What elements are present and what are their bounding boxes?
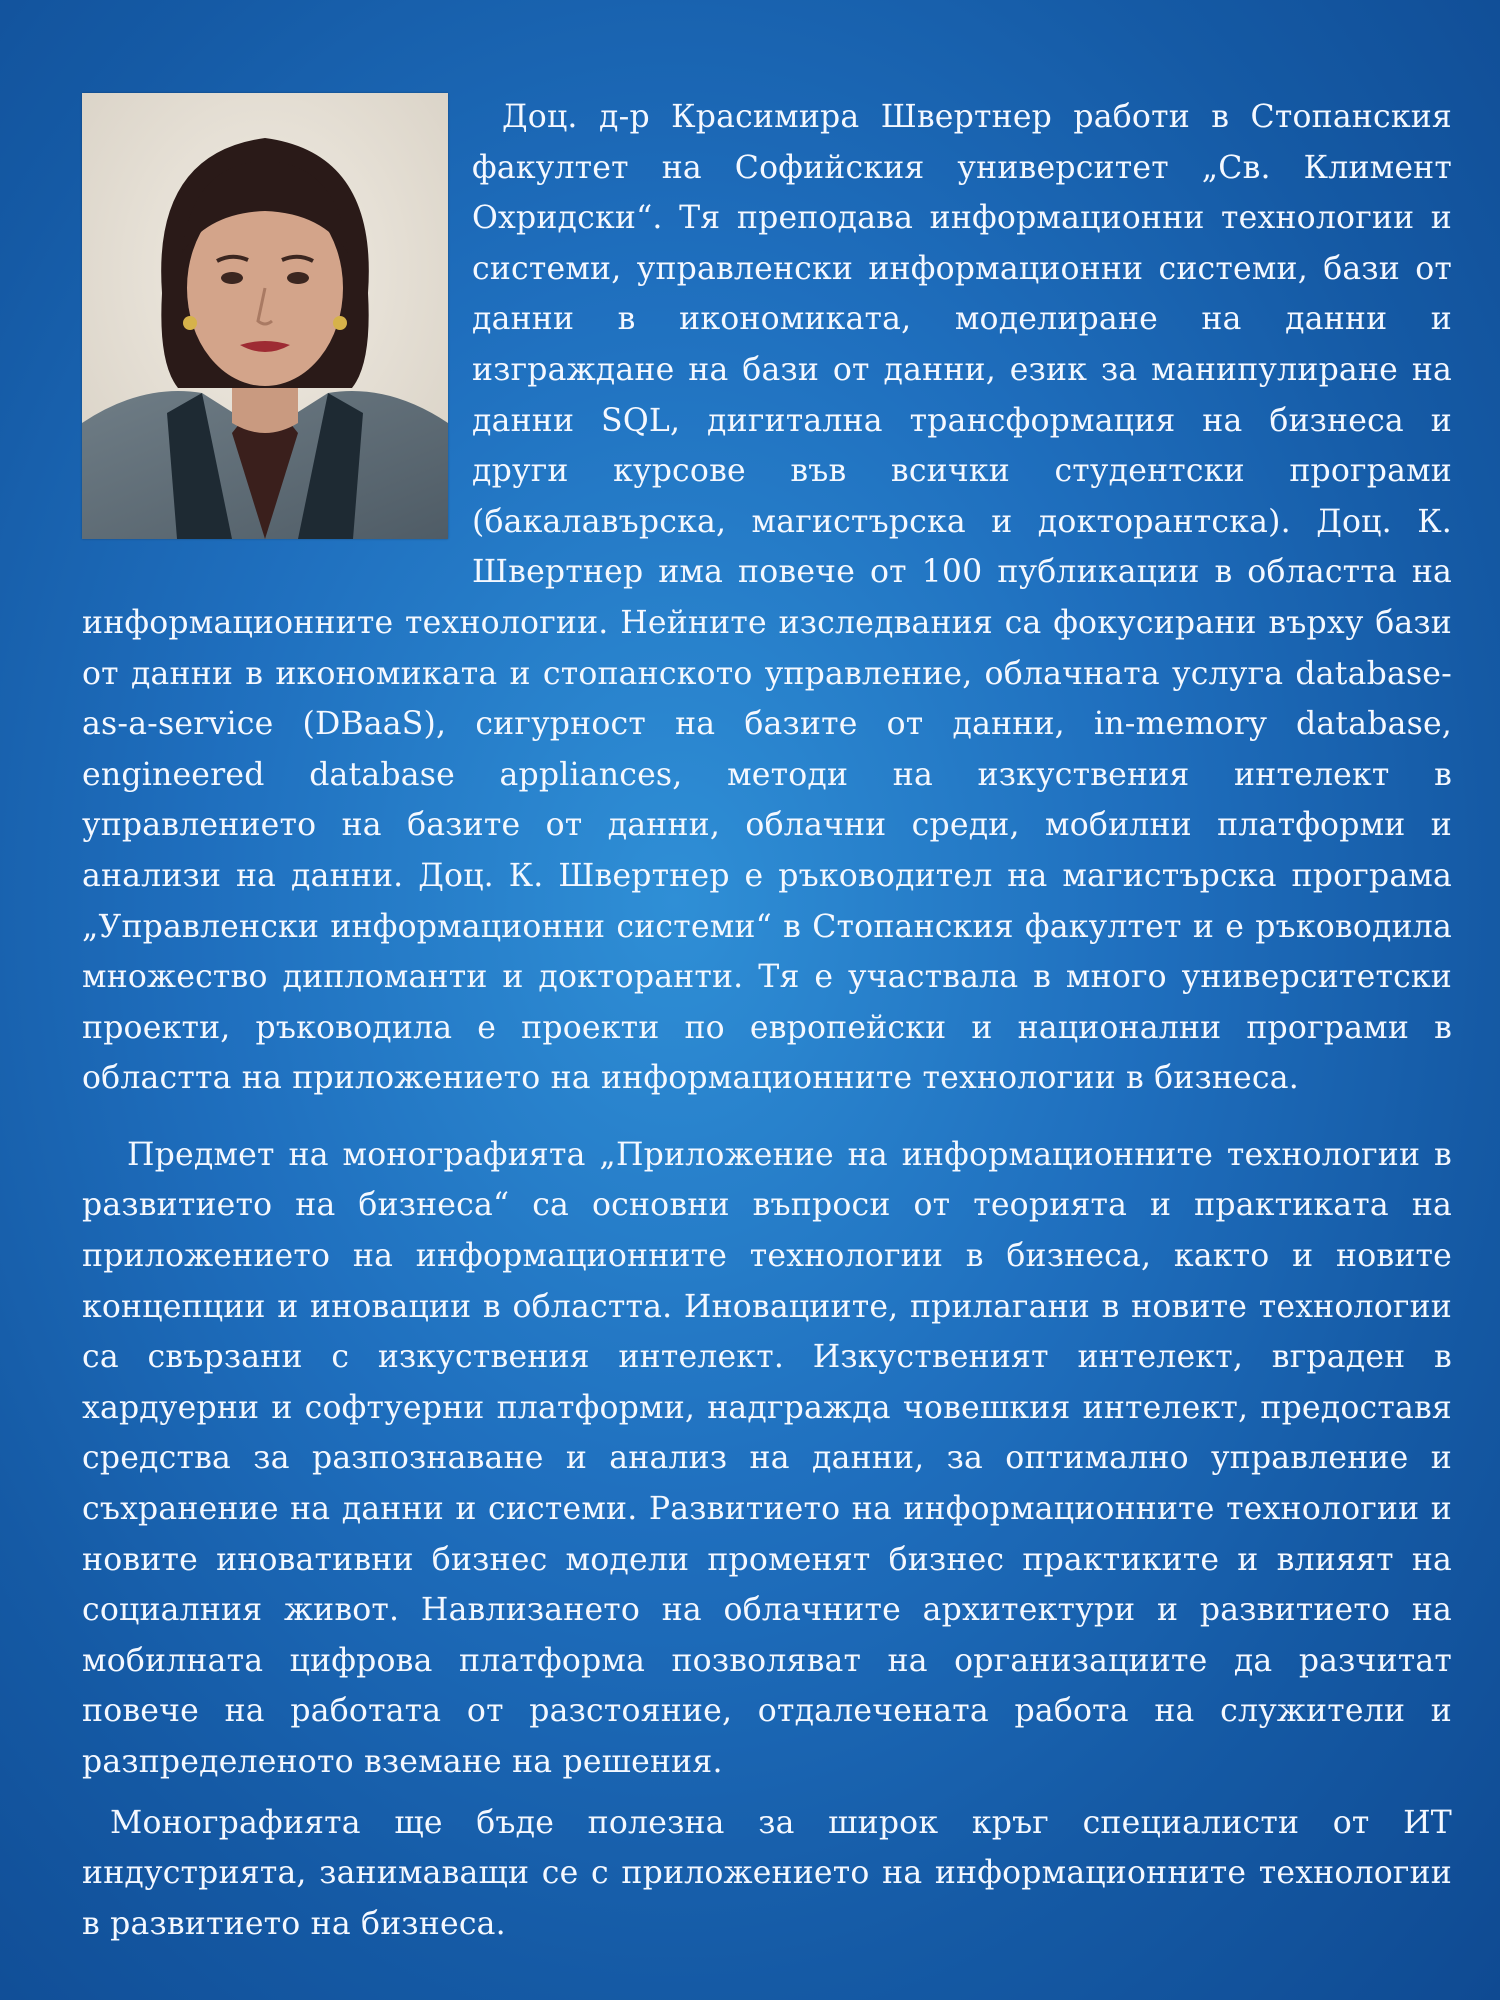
author-bio-text: Доц. д-р Красимира Швертнер работи в Стопанския факултет на Софийския университет „Св. Климент Охридски“. Тя преподава информационни технологии и системи, управленски информационни системи, бази от данни в икономиката, моделиране на данни и изграждане на бази от данни, език за манипулиране на данни SQL, дигитална трансформация на бизнеса и други курсове във всички студентски програми (бакалавърска, магистърска и докторантска). Доц. К. Швертнер има повече от 100 публикации в областта на информационните технологии. Нейните изследвания са фокусирани върху бази от данни в икономиката и стопанското управление, облачната услуга database-as-a-service (DBaaS), сигурност на базите от данни, in-memory database, engineered database appliances, методи на изкуствения интелект в управлението на базите от данни, облачни среди, мобилни платформи и анализи на данни. Доц. К. Швертнер е ръководител на магистърска програма „Управленски информационни системи“ в Стопанския факултет и е ръководила множество дипломанти и докторанти. Тя е участвала в много университетски проекти, ръководила е проекти по европейски и национални програми в областта на приложението на информационните технологии в бизнеса. [82,99,1452,1097]
text-body [82,92,1452,1949]
portrait-spacer [82,92,472,552]
subject-paragraph: Предмет на монографията „Приложение на информационните технологии в развитието на бизнеса“ са основни въпроси от теорията и практиката на приложението на информационните технологии в бизнеса, както и новите концепции и иновации в областта. Иновациите, прилагани в новите технологии са свързани с изкуствения интелект. Изкуственият интелект, вграден в хардуерни и софтуерни платформи, надгражда човешкия интелект, предоставя средства за разпознаване и анализ на данни, за оптимално управление и съхранение на данни и системи. Развитието на информационните технологии и новите иновативни бизнес модели променят бизнес практиките и влияят на социалния живот. Навлизането на облачните архитектури и развитието на мобилната цифрова платформа позволяват на организациите да разчитат повече на работата от разстояние, отдалечената работа на служители и разпределеното вземане на решения. [82,1136,1452,1780]
audience-paragraph: Монографията ще бъде полезна за широк кръг специалисти от ИТ индустрията, занимаващи се с приложението на информационните технологии в развитието на бизнеса. [82,1804,1452,1942]
